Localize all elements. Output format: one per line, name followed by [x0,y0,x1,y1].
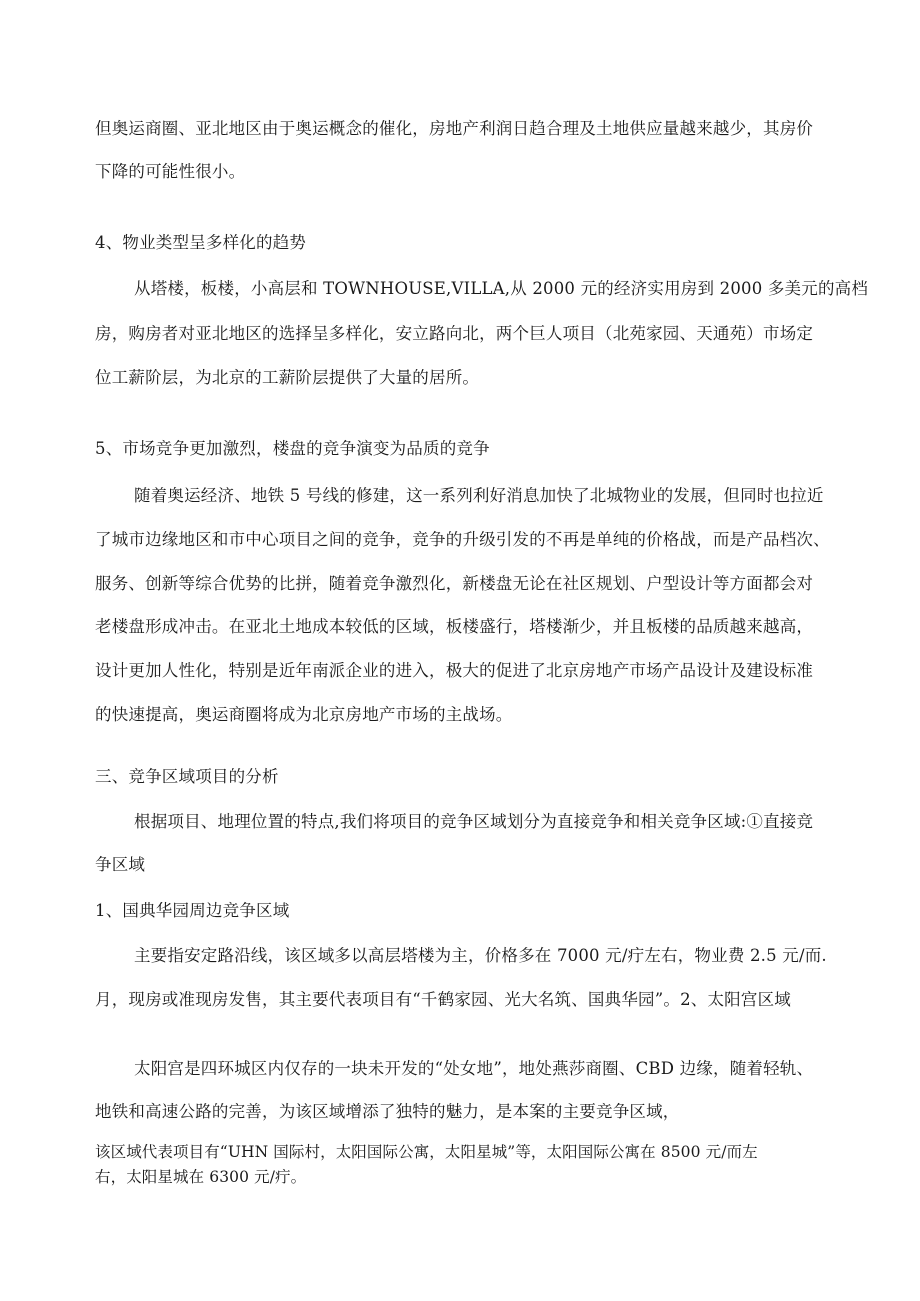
paragraph-line: 的快速提高，奥运商圈将成为北京房地产市场的主战场。 [95,705,513,724]
paragraph-line: 争区域 [95,855,146,874]
paragraph-line: 根据项目、地理位置的特点,我们将项目的竞争区域划分为直接竞争和相关竞争区域:①直接竞 [134,812,814,831]
paragraph-line: 了城市边缘地区和市中心项目之间的竞争，竞争的升级引发的不再是单纯的价格战，而是产品档次、 [95,530,830,549]
paragraph-line: 但奥运商圈、亚北地区由于奥运概念的催化，房地产利润日趋合理及土地供应量越来越少，其房价 [95,119,814,138]
paragraph-line: 月，现房或准现房发售，其主要代表项目有“千鹤家园、光大名筑、国典华园”。2、太阳宫区域 [95,990,791,1009]
section-heading: 5、市场竞争更加激烈，楼盘的竞争演变为品质的竞争 [95,439,490,458]
paragraph-line: 该区域代表项目有“UHN 国际村，太阳国际公寓，太阳星城”等，太阳国际公寓在 8500 元/而左 [95,1143,758,1161]
section-heading: 1、国典华园周边竞争区域 [95,901,290,920]
paragraph-line: 服务、创新等综合优势的比拼，随着竞争激烈化，新楼盘无论在社区规划、户型设计等方面都会对 [95,574,814,593]
paragraph-line: 地铁和高速公路的完善，为该区域增添了独特的魅力，是本案的主要竞争区域， [95,1102,680,1121]
paragraph-line: 太阳宫是四环城区内仅存的一块未开发的“处女地”，地处燕莎商圈、CBD 边缘，随着轻轨、 [134,1059,814,1078]
paragraph-line: 右，太阳星城在 6300 元/疔。 [95,1168,307,1186]
paragraph-line: 房，购房者对亚北地区的选择呈多样化，安立路向北，两个巨人项目（北苑家园、天通苑）市场定 [95,324,814,343]
paragraph-line: 随着奥运经济、地铁 5 号线的修建，这一系列利好消息加快了北城物业的发展，但同时也拉近 [134,486,824,505]
paragraph-line: 下降的可能性很小。 [95,162,246,181]
section-heading: 4、物业类型呈多样化的趋势 [95,233,307,252]
paragraph-line: 从塔楼，板楼，小高层和 TOWNHOUSE,VILLA,从 2000 元的经济实用房到 2000 多美元的高档 [134,279,869,298]
paragraph-line: 设计更加人性化，特别是近年南派企业的进入，极大的促进了北京房地产市场产品设计及建设标准 [95,661,814,680]
section-heading: 三、竞争区域项目的分析 [95,767,279,786]
paragraph-line: 位工薪阶层，为北京的工薪阶层提供了大量的居所。 [95,368,480,387]
paragraph-line: 老楼盘形成冲击。在亚北土地成本较低的区域，板楼盛行，塔楼渐少，并且板楼的品质越来越高， [95,617,814,636]
paragraph-line: 主要指安定路沿线，该区域多以高层塔楼为主，价格多在 7000 元/疔左右，物业费 2.5 元/而. [134,946,827,965]
